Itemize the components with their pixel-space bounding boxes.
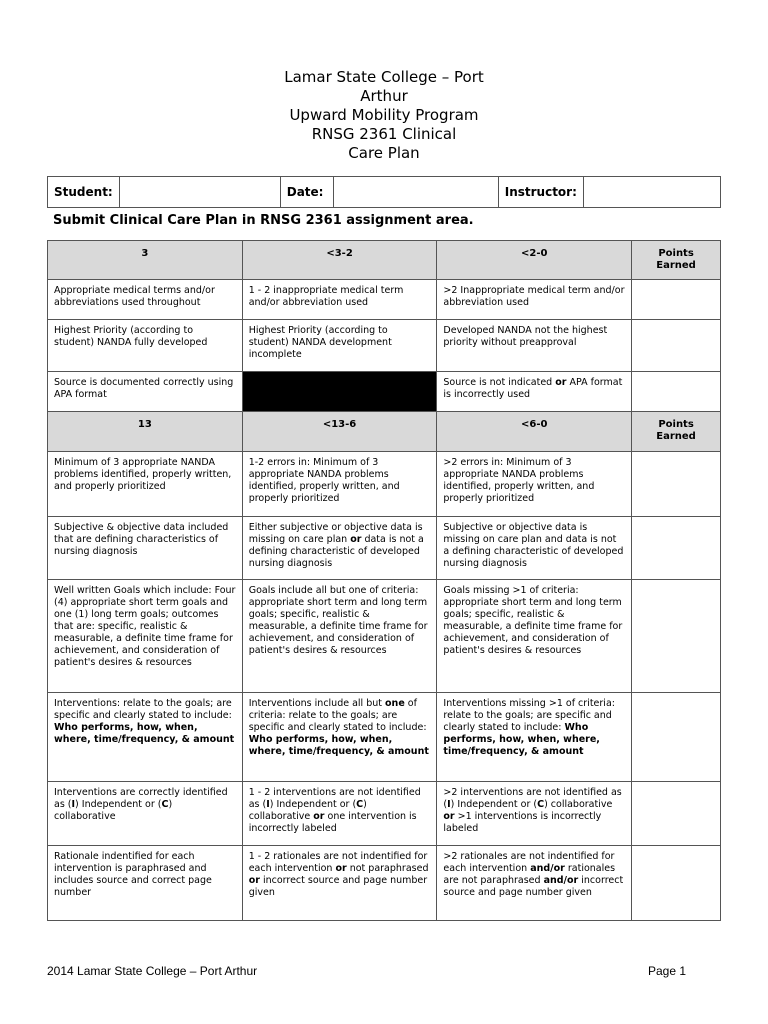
title-line-2: Arthur: [360, 87, 408, 105]
table-row: [48, 782, 721, 846]
blacked-out-cell: [242, 372, 437, 412]
table-row: [48, 580, 721, 693]
points-cell[interactable]: [632, 693, 721, 782]
title-line-1: Lamar State College – Port: [284, 68, 484, 86]
rubric-cell: Highest Priority (according to student) NANDA fully developed: [48, 320, 243, 372]
rubric-cell: Developed NANDA not the highest priority without preapproval: [437, 320, 632, 372]
header-cell: 3: [48, 241, 243, 280]
rubric-cell: Well written Goals which include: Four (4) appropriate short term goals and one (1) long term goals; outcomes that are: specific, realistic & measurable, a definite time frame for achievement, and consideration of patient's desires & resources: [48, 580, 243, 693]
table-row: [48, 320, 721, 372]
section1-header-row: [48, 241, 721, 280]
rubric-cell: >2 interventions are not identified as (I) Independent or (C) collaborative or >1 interventions is incorrectly labeled: [437, 782, 632, 846]
rubric-cell: 1 - 2 interventions are not identified as (I) Independent or (C) collaborative or one intervention is incorrectly labeled: [242, 782, 437, 846]
table-row: [48, 452, 721, 517]
rubric-cell: Appropriate medical terms and/or abbreviations used throughout: [48, 280, 243, 320]
points-cell[interactable]: [632, 320, 721, 372]
date-label: Date:: [280, 177, 333, 208]
table-row: [48, 280, 721, 320]
student-field[interactable]: [119, 177, 280, 208]
instructor-label: Instructor:: [498, 177, 583, 208]
rubric-cell: Minimum of 3 appropriate NANDA problems identified, properly written, and properly prioritized: [48, 452, 243, 517]
rubric-cell: Rationale indentified for each intervention is paraphrased and includes source and correct page number: [48, 846, 243, 921]
points-earned-header: Points Earned: [632, 412, 721, 452]
header-cell: <6-0: [437, 412, 632, 452]
rubric-table: [47, 240, 721, 921]
cell-text: of criteria: relate to the goals; are specific and clearly stated to include:: [248, 698, 427, 733]
bold-one: one: [385, 698, 405, 709]
rubric-cell: >2 Inappropriate medical term and/or abbreviation used: [437, 280, 632, 320]
student-label: Student:: [48, 177, 120, 208]
date-field[interactable]: [333, 177, 498, 208]
rubric-cell: Subjective & objective data included that are defining characteristics of nursing diagnosis: [48, 517, 243, 580]
rubric-cell: Subjective or objective data is missing on care plan and data is not a defining characteristic of developed nursing diagnosis: [437, 517, 632, 580]
title-line-5: Care Plan: [348, 144, 420, 162]
table-row: [48, 846, 721, 921]
section2-header-row: [48, 412, 721, 452]
cell-text: Interventions include all but: [248, 698, 382, 709]
points-cell[interactable]: [632, 580, 721, 693]
cell-text: Interventions: relate to the goals; are specific and clearly stated to include:: [54, 698, 232, 721]
rubric-cell: >2 rationales are not indentified for each intervention and/or rationales are not paraphrased and/or incorrect source and page number given: [437, 846, 632, 921]
rubric-cell: Goals missing >1 of criteria: appropriate short term and long term goals; specific, realistic & measurable, a definite time frame for achievement, and consideration of patient's desires & resources: [437, 580, 632, 693]
points-cell[interactable]: [632, 782, 721, 846]
cell-text: Interventions missing >1 of criteria: relate to the goals; are specific and clearly stated to include:: [443, 698, 615, 733]
student-info-table: [47, 176, 721, 208]
bold-criteria: Who performs, how, when, where, time/frequency, & amount: [248, 734, 429, 757]
rubric-cell: 1 - 2 rationales are not indentified for each intervention or not paraphrased or incorrect source and page number given: [242, 846, 437, 921]
header-cell: <3-2: [242, 241, 437, 280]
rubric-cell: Source is documented correctly using APA format: [48, 372, 243, 412]
table-row: [48, 372, 721, 412]
bold-criteria: Who performs, how, when, where, time/frequency, & amount: [443, 722, 600, 757]
rubric-cell: [48, 693, 243, 782]
header-cell: <13-6: [242, 412, 437, 452]
rubric-cell: Highest Priority (according to student) NANDA development incomplete: [242, 320, 437, 372]
rubric-cell: >2 errors in: Minimum of 3 appropriate NANDA problems identified, properly written, and properly prioritized: [437, 452, 632, 517]
points-cell[interactable]: [632, 452, 721, 517]
rubric-cell: 1 - 2 inappropriate medical term and/or abbreviation used: [242, 280, 437, 320]
footer-page-number: Page 1: [648, 964, 687, 978]
points-cell[interactable]: [632, 372, 721, 412]
rubric-cell: Either subjective or objective data is missing on care plan or data is not a defining characteristic of developed nursing diagnosis: [242, 517, 437, 580]
submit-instructions: Submit Clinical Care Plan in RNSG 2361 assignment area.: [53, 213, 474, 228]
rubric-cell: Goals include all but one of criteria: appropriate short term and long term goals; specific, realistic & measurable, a definite time frame for achievement, and consideration of patient's desires & resources: [242, 580, 437, 693]
instructor-field[interactable]: [583, 177, 720, 208]
points-cell[interactable]: [632, 517, 721, 580]
title-line-3: Upward Mobility Program: [289, 106, 479, 124]
table-row: [48, 517, 721, 580]
table-row: [48, 693, 721, 782]
header-cell: <2-0: [437, 241, 632, 280]
rubric-cell: [437, 693, 632, 782]
footer-copyright: 2014 Lamar State College – Port Arthur: [47, 964, 258, 978]
rubric-cell: [242, 693, 437, 782]
rubric-cell: Interventions are correctly identified as (I) Independent or (C) collaborative: [48, 782, 243, 846]
title-line-4: RNSG 2361 Clinical: [311, 125, 457, 143]
points-cell[interactable]: [632, 846, 721, 921]
document-title: [0, 68, 768, 163]
rubric-cell: 1-2 errors in: Minimum of 3 appropriate NANDA problems identified, properly written, and properly prioritized: [242, 452, 437, 517]
bold-criteria: Who performs, how, when, where, time/frequency, & amount: [54, 722, 235, 745]
header-cell: 13: [48, 412, 243, 452]
points-cell[interactable]: [632, 280, 721, 320]
rubric-cell: Source is not indicated or APA format is incorrectly used: [437, 372, 632, 412]
points-earned-header: Points Earned: [632, 241, 721, 280]
